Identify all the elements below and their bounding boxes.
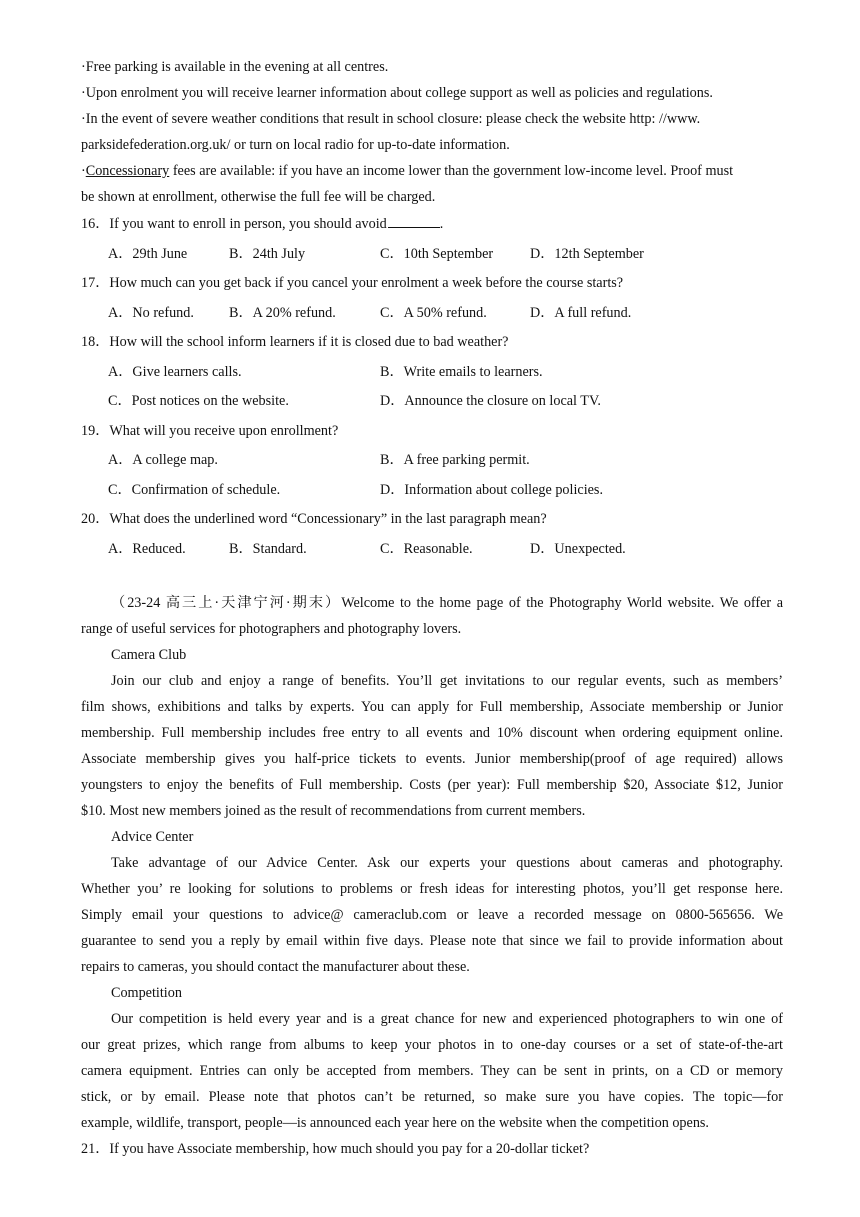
question-18-stem: 18．How will the school inform learners if it is closed due to bad weather? xyxy=(81,334,509,350)
option-c[interactable]: C．A 50% refund. xyxy=(380,304,487,321)
question-20-stem: 20．What does the underlined word “Concessionary” in the last paragraph mean? xyxy=(81,511,547,527)
question-20-options xyxy=(81,535,783,565)
bullet-dot: · xyxy=(81,163,86,179)
option-a[interactable]: A．29th June xyxy=(108,245,188,262)
competition-heading: Competition xyxy=(111,985,182,1001)
passage-line: $10. Most new members joined as the result of recommendations from current members. xyxy=(81,803,586,819)
document-page xyxy=(81,54,783,1162)
option-a[interactable]: A．Give learners calls. xyxy=(108,363,242,380)
passage-line: Whether you’ re looking for solutions to problems or fresh ideas for interesting photos, you’ll get response here. xyxy=(81,881,783,897)
option-c[interactable]: C．Confirmation of schedule. xyxy=(108,481,281,498)
passage-intro-cont: range of useful services for photographers and photography lovers. xyxy=(81,621,462,637)
option-d[interactable]: D．Unexpected. xyxy=(530,540,626,557)
passage-intro: （23-24 高三上·天津宁河·期末）Welcome to the home page of the Photography World website. We offer a xyxy=(111,595,783,611)
passage-line: our great prizes, which range from albums to keep your photos in to one-day courses or a set of state-of-the-art xyxy=(81,1037,783,1053)
question-19-options-row1 xyxy=(81,446,783,476)
passage-line: film shows, exhibitions and talks by experts. You can apply for Full membership, Associate membership or Junior xyxy=(81,699,783,715)
notice-line: ·Upon enrolment you will receive learner information about college support as well as policies and regulations. xyxy=(81,85,713,101)
passage-line: Take advantage of our Advice Center. Ask our experts your questions about cameras and photography. xyxy=(111,855,783,871)
question-text: 16．If you want to enroll in person, you should avoid xyxy=(81,216,387,232)
notice-line xyxy=(81,158,783,184)
option-a[interactable]: A．Reduced. xyxy=(108,540,186,557)
option-b[interactable]: B．A 20% refund. xyxy=(229,304,336,321)
option-b[interactable]: B．Write emails to learners. xyxy=(380,363,543,380)
option-d[interactable]: D．Information about college policies. xyxy=(380,481,603,498)
question-16-stem xyxy=(81,210,783,240)
option-a[interactable]: A．A college map. xyxy=(108,452,218,468)
notice-line: ·Free parking is available in the evening at all centres. xyxy=(81,59,389,75)
option-a[interactable]: A．No refund. xyxy=(108,304,194,321)
passage-line: youngsters to enjoy the benefits of Full membership. Costs (per year): Full membership $20, Associate $12, Junior xyxy=(81,777,783,793)
section-gap xyxy=(81,564,783,590)
option-d[interactable]: D．A full refund. xyxy=(530,304,632,321)
question-18-options-row1 xyxy=(81,358,783,388)
passage-line: Join our club and enjoy a range of benefits. You’ll get invitations to our regular events, such as members’ xyxy=(111,673,783,689)
option-b[interactable]: B．Standard. xyxy=(229,540,307,557)
underlined-word: Concessionary xyxy=(85,163,170,179)
notice-text: fees are available: if you have an income lower than the government low-income level. Proof must xyxy=(169,163,734,179)
option-c[interactable]: C．Reasonable. xyxy=(380,540,473,557)
notice-line: ·In the event of severe weather conditions that result in school closure: please check the website http: //www. xyxy=(81,111,701,127)
passage-line: guarantee to send you a reply by email within five days. Please note that since we fail to provide information about xyxy=(81,933,783,949)
passage-line: membership. Full membership includes free entry to all events and 10% discount when ordering equipment online. xyxy=(81,725,783,741)
camera-club-heading: Camera Club xyxy=(111,647,187,663)
passage-line: repairs to cameras, you should contact the manufacturer about these. xyxy=(81,959,470,975)
question-17-stem: 17．How much can you get back if you cancel your enrolment a week before the course starts? xyxy=(81,275,624,291)
notice-line: be shown at enrollment, otherwise the full fee will be charged. xyxy=(81,189,436,205)
passage-line: example, wildlife, transport, people—is announced each year here on the website when the competition opens. xyxy=(81,1115,709,1131)
option-c[interactable]: C．10th September xyxy=(380,245,494,262)
question-18-options-row2 xyxy=(81,387,783,417)
option-d[interactable]: D．Announce the closure on local TV. xyxy=(380,393,601,409)
notice-line: parksidefederation.org.uk/ or turn on local radio for up-to-date information. xyxy=(81,137,510,153)
passage-line: stick, or by email. Please note that photos can’t be returned, so make sure you have copies. The topic—for xyxy=(81,1089,783,1105)
question-end: . xyxy=(439,216,444,232)
question-19-options-row2 xyxy=(81,476,783,506)
option-c[interactable]: C．Post notices on the website. xyxy=(108,393,289,409)
question-16-options xyxy=(81,240,783,270)
question-21-stem: 21．If you have Associate membership, how much should you pay for a 20-dollar ticket? xyxy=(81,1141,590,1157)
option-d[interactable]: D．12th September xyxy=(530,245,644,262)
passage-line: Simply email your questions to advice@ cameraclub.com or leave a recorded message on 0800-565656. We xyxy=(81,907,783,923)
passage-line: Our competition is held every year and is a great chance for new and experienced photographers to win one of xyxy=(111,1011,783,1027)
option-b[interactable]: B．A free parking permit. xyxy=(380,452,530,468)
question-17-options xyxy=(81,299,783,329)
passage-line: camera equipment. Entries can only be accepted from members. They can be sent in prints, on a CD or memory xyxy=(81,1063,783,1079)
answer-blank xyxy=(388,213,440,228)
advice-center-heading: Advice Center xyxy=(111,829,194,845)
passage-line: Associate membership gives you half-price tickets to events. Junior membership(proof of age required) allows xyxy=(81,751,783,767)
question-19-stem: 19．What will you receive upon enrollment? xyxy=(81,422,339,439)
option-b[interactable]: B．24th July xyxy=(229,245,306,262)
